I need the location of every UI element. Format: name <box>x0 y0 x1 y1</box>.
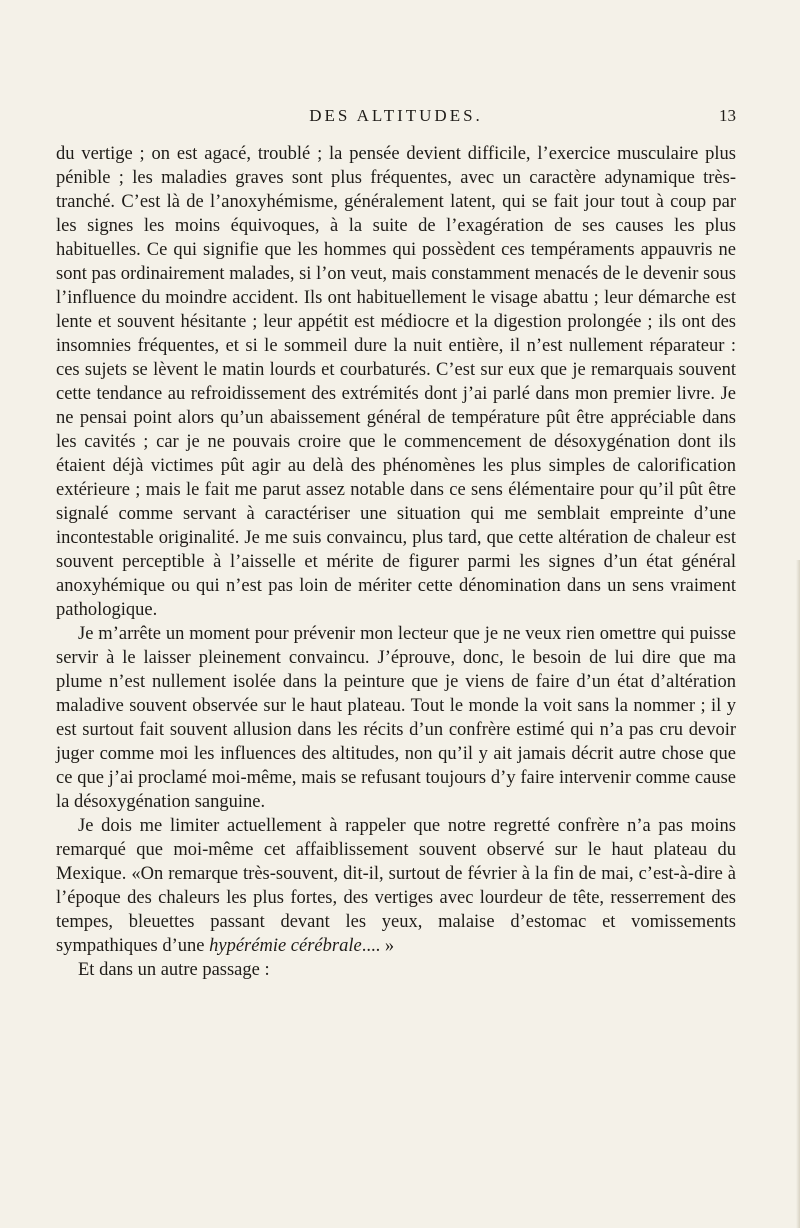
body-text <box>56 142 736 982</box>
quote-end: .... » <box>361 936 395 956</box>
paragraph-continuation: du vertige ; on est agacé, troublé ; la pensée devient difficile, l’exercice musculaire plus pénible ; les maladies graves sont plus fréquentes, avec un caractère adynamique très-tranché. C’est là de l’anoxyhémisme, généralement latent, qui se fait jour tout à coup par les signes les moins équivoques, à la suite de l’exagération de ses causes les plus habituelles. Ce qui signifie que les hommes qui possèdent ces tempéraments appauvris ne sont pas ordinairement malades, si l’on veut, mais constamment menacés de le devenir sous l’influence du moindre accident. Ils ont habituellement le visage abattu ; leur démarche est lente et souvent hésitante ; leur appétit est médiocre et la digestion prolongée ; ils ont des insomnies fréquentes, et si le sommeil dure la nuit entière, il n’est nullement réparateur : ces sujets se lèvent le matin lourds et courbaturés. C’est sur eux que je remarquais souvent cette tendance au refroidissement des extrémités dont j’ai parlé dans mon premier livre. Je ne pensai point alors qu’un abaissement général de température pût être appréciable dans les cavités ; car je ne pouvais croire que le commencement de désoxygénation dont ils étaient déjà victimes pût agir au delà des phénomènes les plus simples de calorification extérieure ; mais le fait me parut assez notable dans ce sens élémentaire pour qu’il pût être signalé comme servant à caractériser une situation qui me semblait empreinte d’une incontestable originalité. Je me suis convaincu, plus tard, que cette altération de chaleur est souvent perceptible à l’aisselle et mérite de figurer parmi les signes d’un état général anoxyhémique ou qui n’est pas loin de mériter cette dénomination dans un sens vraiment pathologique. <box>56 144 736 620</box>
paragraph-confrere <box>56 814 736 958</box>
quote-text: Je dois me limiter actuellement à rappeler que notre regretté confrère n’a pas moins remarqué que moi-même cet affaiblissement souvent observé sur le haut plateau du Mexique. «On remarque très-souvent, dit-il, surtout de février à la fin de mai, c’est-à-dire à l’époque des chaleurs les plus fortes, des vertiges avec lourdeur de tête, resserrement des tempes, bleuettes passant devant les yeux, malaise d’estomac et vomissements sympathiques d’une <box>56 816 736 956</box>
italic-term: hypérémie cérébrale <box>209 936 362 956</box>
page-edge-shadow <box>796 560 800 1228</box>
page-number: 13 <box>719 106 736 125</box>
running-title: DES ALTITUDES. <box>309 106 483 125</box>
paragraph-lecteur: Je m’arrête un moment pour prévenir mon lecteur que je ne veux rien omettre qui puisse servir à le laisser pleinement convaincu. J’éprouve, donc, le besoin de lui dire que ma plume n’est nullement isolée dans la peinture que je viens de faire d’un état d’altération maladive souvent observée sur le haut plateau. Tout le monde la voit sans la nommer ; il y est surtout fait souvent allusion dans les récits d’un confrère estimé qui n’a pas cru devoir juger comme moi les influences des altitudes, non qu’il y ait jamais décrit autre chose que ce que j’ai proclamé moi-même, mais se refusant toujours d’y faire intervenir comme cause la désoxygénation sanguine. <box>56 624 736 812</box>
paragraph-autre-passage: Et dans un autre passage : <box>78 960 270 980</box>
running-head <box>56 106 736 130</box>
